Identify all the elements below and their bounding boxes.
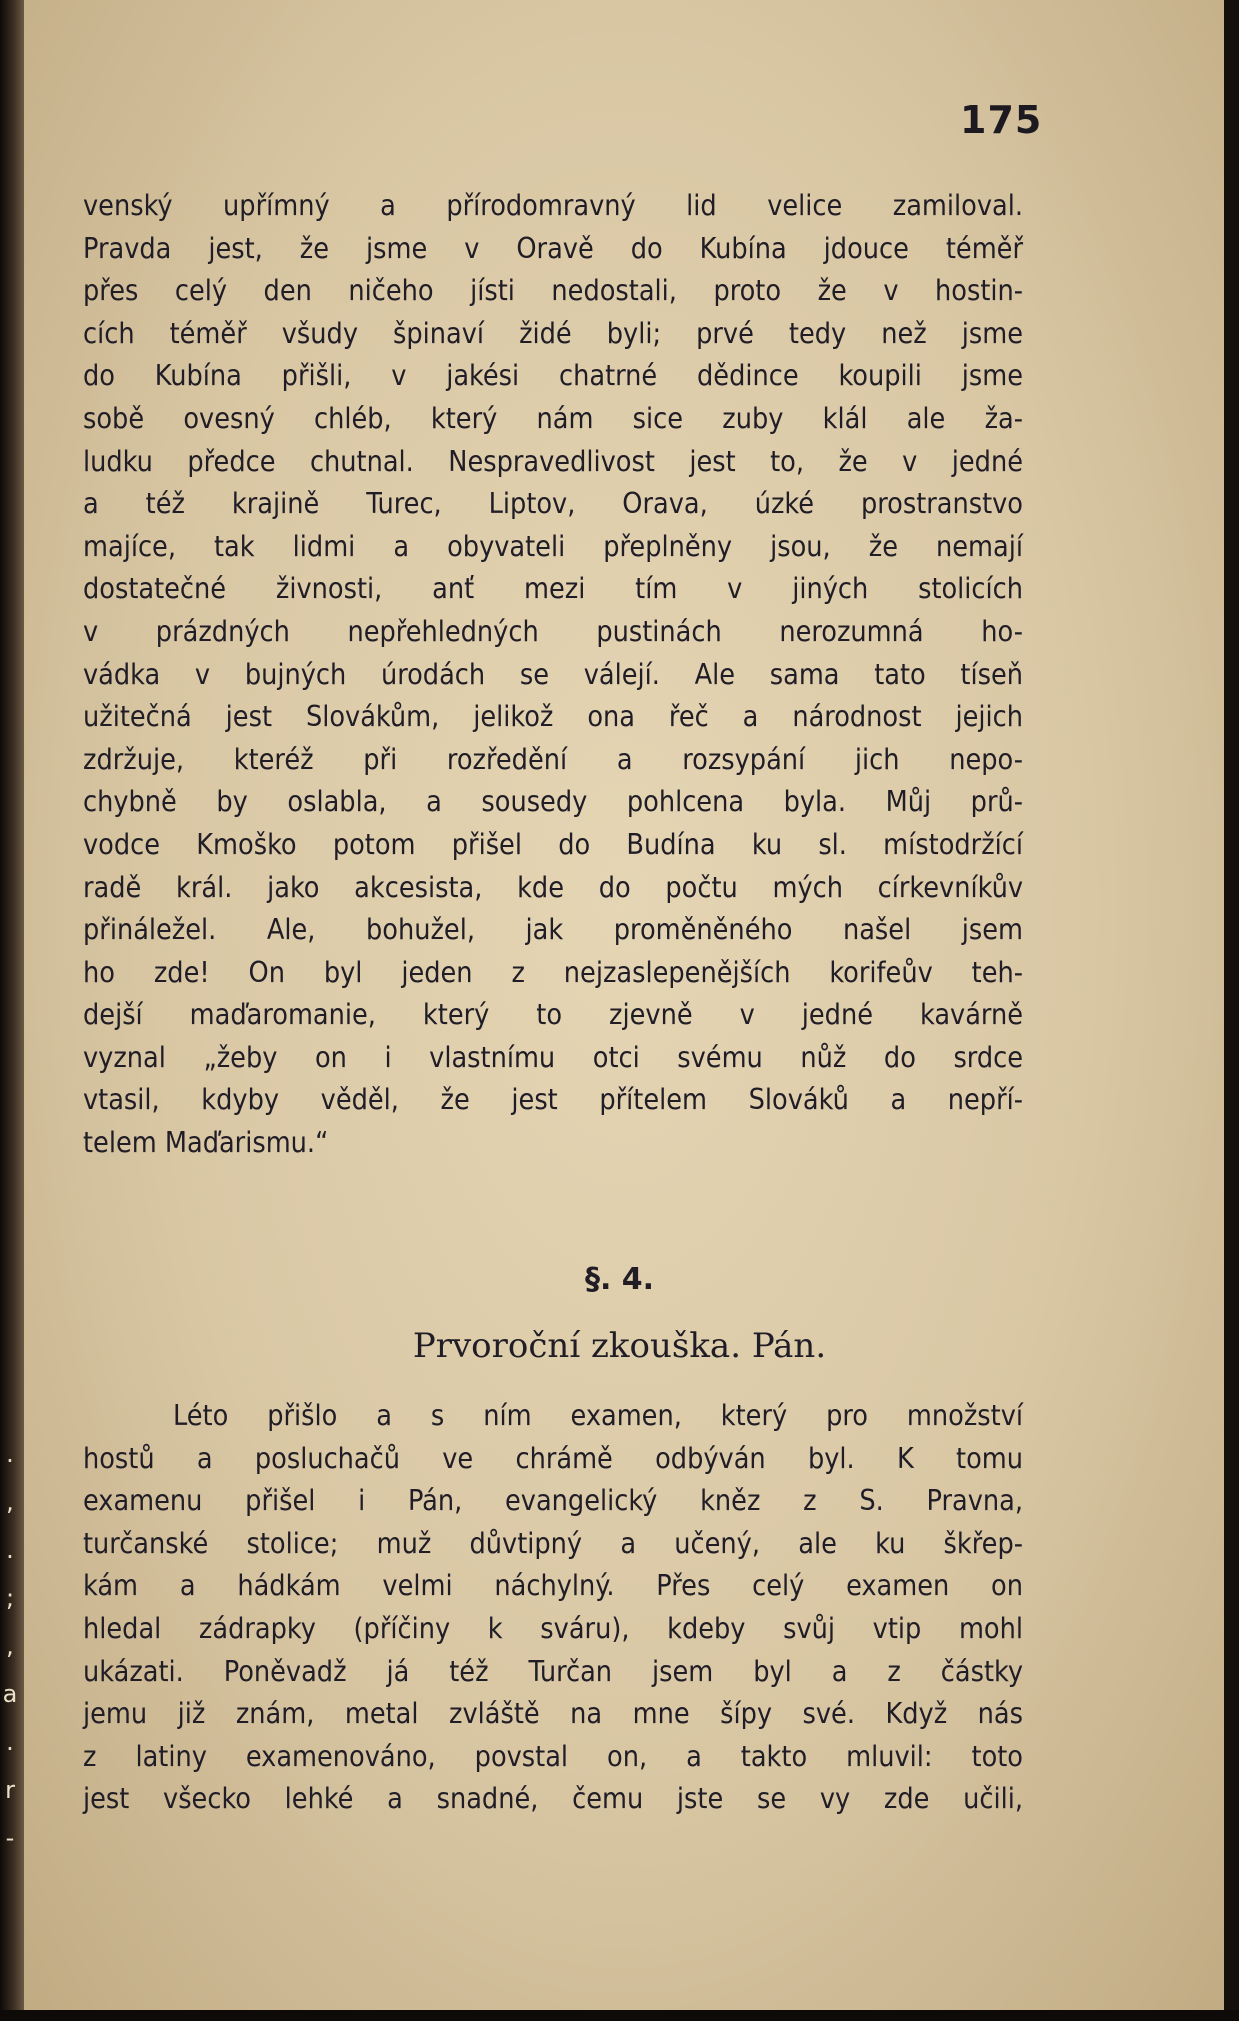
text-line: ludku předce chutnal. Nespravedlivost jest to, že v jedné: [83, 444, 1023, 478]
text-line: ukázati. Poněvadž já též Turčan jsem byl a z částky: [83, 1654, 1023, 1688]
text-line: v prázdných nepřehledných pustinách nerozumná ho-: [83, 614, 1023, 648]
text-line: vádka v bujných úrodách se válejí. Ale sama tato tíseň: [83, 657, 1023, 691]
text-line: do Kubína přišli, v jakési chatrné dědince koupili jsme: [83, 359, 1023, 393]
text-line: Pravda jest, že jsme v Oravě do Kubína jdouce téměř: [83, 231, 1023, 265]
text-line: cích téměř všudy špinaví židé byli; prvé tedy než jsme: [83, 316, 1023, 350]
text-line: sobě ovesný chléb, který nám sice zuby klál ale ža-: [83, 401, 1023, 435]
text-line: telem Maďarismu.“: [83, 1126, 329, 1160]
text-line: hledal zádrapky (příčiny k sváru), kdeby svůj vtip mohl: [83, 1611, 1023, 1645]
text-line: hostů a posluchačů ve chrámě odbýván byl. K tomu: [83, 1441, 1023, 1475]
section-title: Prvoroční zkouška. Pán.: [412, 1326, 827, 1366]
text-line: vodce Kmoško potom přišel do Budína ku sl. místodržící: [83, 827, 1023, 861]
text-line: a též krajině Turec, Liptov, Orava, úzké prostranstvo: [83, 487, 1023, 521]
text-line: dejší maďaromanie, který to zjevně v jedné kavárně: [83, 998, 1023, 1032]
text-line: přináležel. Ale, bohužel, jak proměněného našel jsem: [83, 913, 1023, 947]
margin-mark: -: [5, 1824, 15, 1852]
paragraph-1: [83, 185, 1023, 1165]
text-line: majíce, tak lidmi a obyvateli přeplněny jsou, že nemají: [83, 529, 1023, 563]
text-line: venský upřímný a přírodomravný lid velice zamiloval.: [83, 189, 1023, 222]
text-line: přes celý den ničeho jísti nedostali, proto že v hostin-: [83, 274, 1023, 308]
text-line: užitečná jest Slovákům, jelikož ona řeč a národnost jejich: [83, 700, 1023, 734]
text-line: Léto přišlo a s ním examen, který pro množství: [173, 1399, 1023, 1432]
margin-mark: ,: [6, 1488, 14, 1516]
margin-mark: ,: [6, 1632, 14, 1660]
margin-mark: .: [6, 1440, 14, 1468]
text-line: ho zde! On byl jeden z nejzaslepenějších korifeův teh-: [83, 955, 1023, 989]
section-number: §. 4.: [584, 1262, 655, 1297]
text-line: radě král. jako akcesista, kde do počtu mých církevníkův: [83, 870, 1023, 904]
text-line: z latiny examenováno, povstal on, a takto mluvil: toto: [83, 1739, 1023, 1773]
margin-mark: a: [2, 1680, 18, 1708]
page-bottom-edge: [0, 2010, 1239, 2021]
text-line: examenu přišel i Pán, evangelický kněz z S. Pravna,: [83, 1484, 1023, 1518]
text-line: zdržuje, kteréž při rozředění a rozsypání jich nepo-: [83, 742, 1023, 776]
margin-mark: .: [6, 1728, 14, 1756]
margin-mark: ;: [5, 1584, 15, 1612]
margin-mark: .: [6, 1536, 14, 1564]
paragraph-2: [83, 1395, 1023, 1821]
text-line: vtasil, kdyby věděl, že jest přítelem Slováků a nepří-: [83, 1083, 1023, 1117]
page-edge: [1224, 0, 1239, 2021]
text-line: jest všecko lehké a snadné, čemu jste se vy zde učili,: [83, 1782, 1023, 1816]
margin-mark: r: [5, 1776, 15, 1804]
text-line: chybně by oslabla, a sousedy pohlcena byla. Můj prů-: [83, 785, 1023, 819]
text-line: jemu již znám, metal zvláště na mne šípy své. Když nás: [83, 1697, 1023, 1731]
facing-page-margin-marks: [0, 1430, 20, 1862]
text-line: dostatečné živnosti, anť mezi tím v jiných stolicích: [83, 572, 1023, 606]
text-line: turčanské stolice; muž důvtipný a učený, ale ku škřep-: [83, 1526, 1023, 1560]
text-line: vyznal „žeby on i vlastnímu otci svému nůž do srdce: [83, 1040, 1023, 1074]
page-number: 175: [960, 98, 1043, 142]
text-line: kám a hádkám velmi náchylný. Přes celý examen on: [83, 1569, 1023, 1603]
